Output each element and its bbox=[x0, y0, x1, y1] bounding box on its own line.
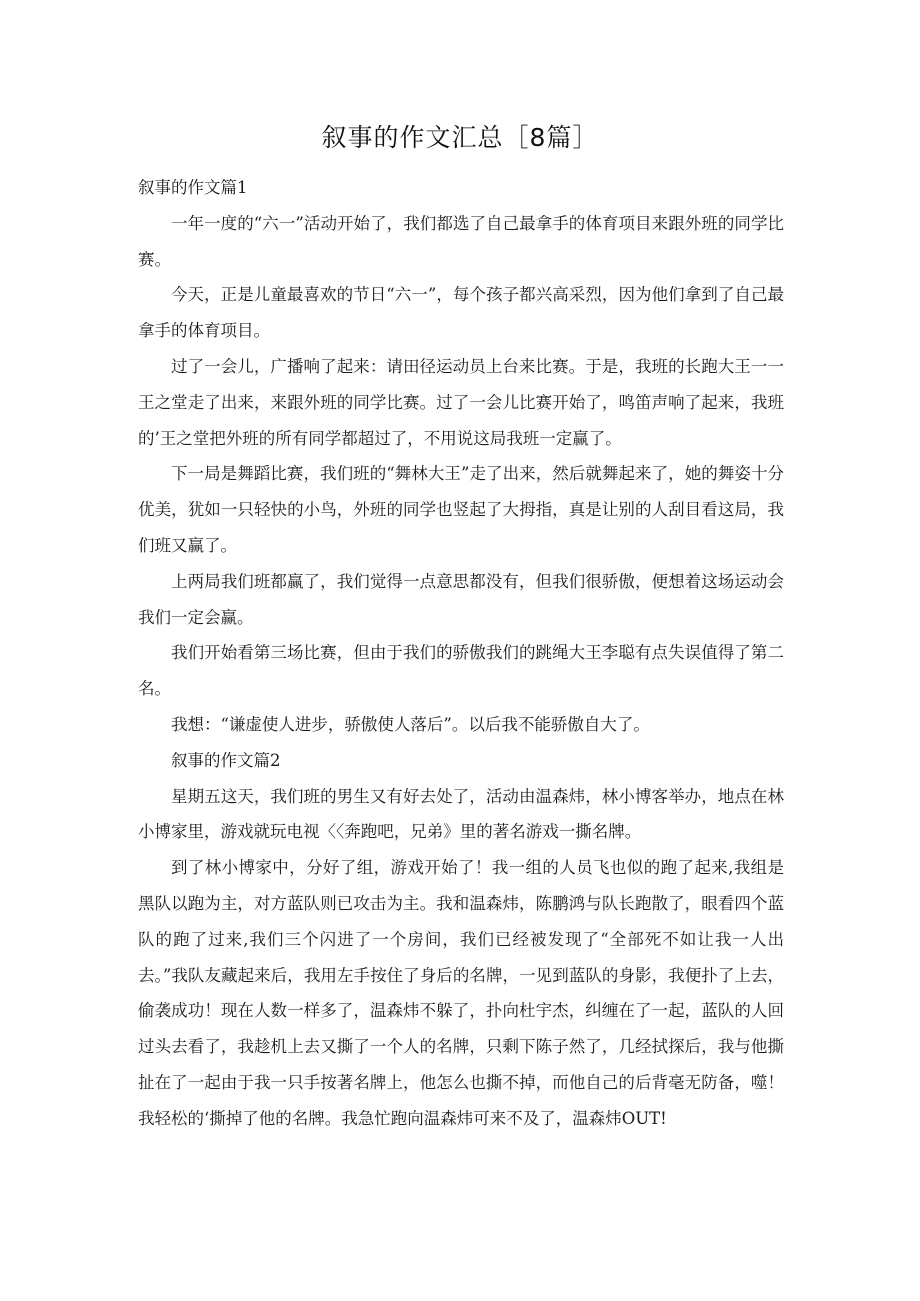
paragraph: 我们开始看第三场比赛，但由于我们的骄傲我们的跳绳大王李聪有点失误值得了第二名。 bbox=[138, 643, 784, 699]
document-body bbox=[138, 170, 784, 1137]
paragraph: 下一局是舞蹈比赛，我们班的“舞林大王”走了出来，然后就舞起来了，她的舞姿十分优美，犹如一只轻快的小鸟，外班的同学也竖起了大拇指，真是让别的人刮目看这局，我们班又赢了。 bbox=[138, 464, 784, 555]
paragraph: 我想：“谦虚使人进步，骄傲使人落后”。以后我不能骄傲自大了。 bbox=[171, 714, 650, 734]
section-heading: 叙事的作文篇2 bbox=[171, 750, 281, 770]
paragraph: 今天，正是儿童最喜欢的节日“六一”，每个孩子都兴高采烈，因为他们拿到了自己最拿手的体育项目。 bbox=[138, 285, 784, 341]
section-heading: 叙事的作文篇1 bbox=[138, 178, 248, 197]
document-title: 叙事的作文汇总［8篇］ bbox=[321, 123, 599, 152]
paragraph: 上两局我们班都赢了，我们觉得一点意思都没有，但我们很骄傲，便想着这场运动会我们一定会赢。 bbox=[138, 571, 784, 627]
paragraph: 一年一度的“六一”活动开始了，我们都选了自己最拿手的体育项目来跟外班的同学比赛。 bbox=[138, 213, 784, 269]
paragraph: 过了一会儿，广播响了起来：请田径运动员上台来比赛。于是，我班的长跑大王一一王之堂走了出来，来跟外班的同学比赛。过了一会儿比赛开始了，鸣笛声响了起来，我班的’王之堂把外班的所有同学都超过了，不用说这局我班一定赢了。 bbox=[138, 356, 784, 448]
paragraph: 星期五这天，我们班的男生又有好去处了，活动由温森炜，林小博客举办，地点在林小博家里，游戏就玩电视〈〈奔跑吧，兄弟》里的著名游戏一撕名牌。 bbox=[138, 786, 784, 842]
paragraph: 到了林小博家中，分好了组，游戏开始了！我一组的人员飞也似的跑了起来,我组是黑队以跑为主，对方蓝队则已攻击为主。我和温森炜，陈鹏鸿与队长跑散了，眼看四个蓝队的跑了过来,我们三个闪进了一个房间，我们已经被发现了“全部死不如让我一人出去。”我队友藏起来后，我用左手按住了身后的名牌，一见到蓝队的身影，我便扑了上去，偷袭成功！现在人数一样多了，温森炜不躲了，扑向杜宇杰，纠缠在了一起，蓝队的人回过头去看了，我趁机上去又撕了一个人的名牌，只剩下陈子然了，几经拭探后，我与他撕扯在了一起由于我一只手按著名牌上，他怎么也撕不掉，而他自己的后背毫无防备，噬！我轻松的‘撕掉了他的名牌。我急忙跑向温森炜可来不及了，温森炜OUT! bbox=[138, 858, 784, 1128]
